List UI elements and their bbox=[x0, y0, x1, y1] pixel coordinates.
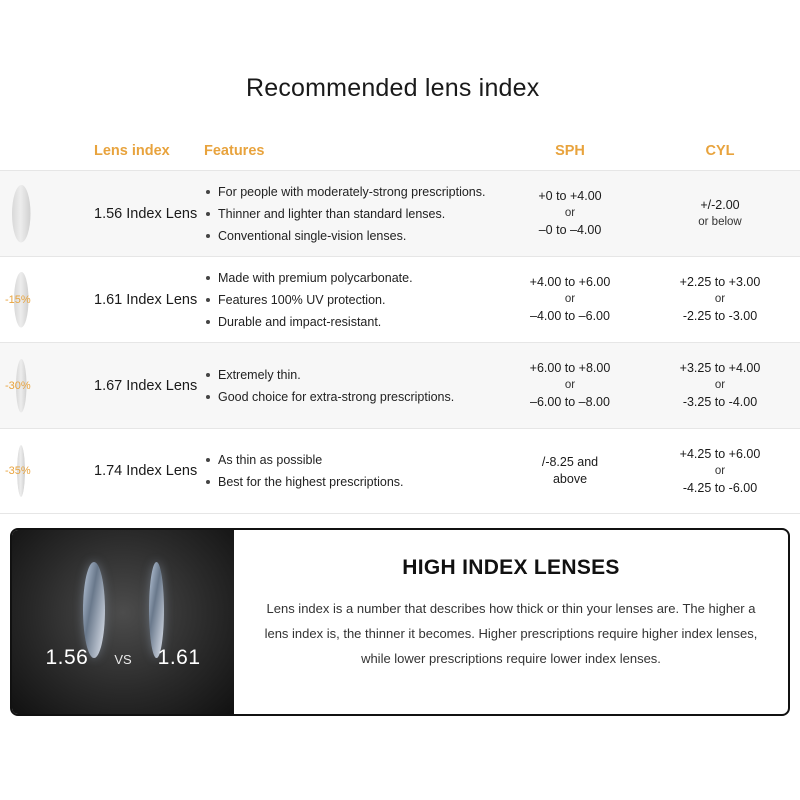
lens-thickness-icon bbox=[0, 429, 42, 513]
cyl-line-1: +/-2.00 bbox=[700, 197, 740, 212]
sph-line-2: –0 to –4.00 bbox=[538, 223, 602, 237]
page-title: Recommended lens index bbox=[246, 74, 540, 102]
lens-features bbox=[202, 343, 500, 428]
cyl-line-1: +2.25 to +3.00 bbox=[679, 275, 761, 289]
table-header-row bbox=[0, 132, 800, 170]
lens-shape bbox=[12, 185, 31, 243]
cyl-line-2: -2.25 to -3.00 bbox=[682, 309, 758, 323]
cyl-conjunction: or bbox=[714, 464, 726, 477]
cyl-line-2: -3.25 to -4.00 bbox=[682, 395, 758, 409]
header-features: Features bbox=[204, 143, 265, 159]
feature-item: Extremely thin. bbox=[204, 364, 500, 386]
lens-features bbox=[202, 257, 500, 342]
cyl-line-2: -4.25 to -6.00 bbox=[682, 480, 758, 495]
high-index-lenses-banner bbox=[10, 528, 790, 716]
lens-thickness-icon bbox=[0, 343, 42, 428]
lens-photo-shapes bbox=[12, 564, 234, 656]
sph-range bbox=[500, 171, 640, 256]
lens-thickness-icon bbox=[0, 171, 42, 256]
sph-line-2: above bbox=[552, 472, 588, 486]
cyl-range bbox=[640, 429, 800, 513]
cyl-range bbox=[640, 257, 800, 342]
sph-range bbox=[500, 343, 640, 428]
lens-thickness-icon bbox=[0, 257, 42, 342]
cyl-range bbox=[640, 343, 800, 428]
header-sph: SPH bbox=[555, 143, 585, 159]
lens-index-name: 1.67 Index Lens bbox=[94, 377, 198, 394]
feature-item: Features 100% UV protection. bbox=[204, 289, 500, 311]
lens-comparison-photo bbox=[12, 530, 234, 714]
header-lens-index: Lens index bbox=[94, 143, 170, 159]
cyl-line-2: or below bbox=[698, 215, 742, 228]
thin-lens-shape bbox=[149, 562, 164, 658]
sph-line-1: +4.00 to +6.00 bbox=[529, 275, 611, 289]
sph-range bbox=[500, 429, 640, 513]
feature-item: Conventional single-vision lenses. bbox=[204, 225, 500, 247]
table-row bbox=[0, 170, 800, 256]
feature-item: For people with moderately-strong prescriptions. bbox=[204, 181, 500, 203]
sph-line-1: +6.00 to +8.00 bbox=[529, 361, 611, 375]
sph-conjunction: or bbox=[564, 207, 576, 219]
sph-line-2: –4.00 to –6.00 bbox=[530, 309, 610, 323]
lens-index-table bbox=[0, 132, 800, 514]
lens-comparison-labels bbox=[12, 646, 234, 670]
cyl-line-1: +4.25 to +6.00 bbox=[679, 446, 761, 461]
cyl-conjunction: or bbox=[714, 293, 726, 305]
header-cyl: CYL bbox=[705, 143, 735, 159]
sph-conjunction: or bbox=[564, 293, 576, 305]
banner-description: Lens index is a number that describes how thick or thin your lenses are. The higher a lens index is, the thinner it becomes. Higher prescriptions require higher index lenses, while lower prescriptions require lower index lenses. bbox=[264, 601, 758, 666]
cyl-line-1: +3.25 to +4.00 bbox=[679, 361, 761, 375]
lens-index-name: 1.56 Index Lens bbox=[94, 205, 198, 222]
table-row bbox=[0, 428, 800, 514]
lens-features bbox=[202, 171, 500, 256]
lens-index-name: 1.61 Index Lens bbox=[94, 291, 198, 308]
feature-item: Good choice for extra-strong prescriptions. bbox=[204, 386, 500, 408]
discount-badge: -35% bbox=[5, 465, 31, 477]
versus-label: VS bbox=[114, 652, 132, 667]
sph-line-2: –6.00 to –8.00 bbox=[530, 395, 610, 409]
table-row bbox=[0, 342, 800, 428]
banner-title: HIGH INDEX LENSES bbox=[402, 556, 620, 579]
discount-badge: -15% bbox=[5, 293, 31, 306]
lens-features bbox=[202, 429, 500, 513]
feature-item: As thin as possible bbox=[204, 449, 500, 471]
banner-text-panel bbox=[234, 530, 788, 714]
cyl-range bbox=[640, 171, 800, 256]
feature-item: Thinner and lighter than standard lenses. bbox=[204, 203, 500, 225]
sph-line-1: /-8.25 and bbox=[541, 455, 599, 469]
table-row bbox=[0, 256, 800, 342]
lens-label-right: 1.61 bbox=[157, 646, 201, 669]
thick-lens-shape bbox=[83, 562, 105, 658]
sph-conjunction: or bbox=[564, 379, 576, 391]
feature-item: Made with premium polycarbonate. bbox=[204, 267, 500, 289]
sph-line-1: +0 to +4.00 bbox=[538, 189, 602, 203]
feature-item: Best for the highest prescriptions. bbox=[204, 471, 500, 493]
lens-label-left: 1.56 bbox=[45, 646, 89, 669]
lens-index-name: 1.74 Index Lens bbox=[94, 463, 198, 479]
discount-badge: -30% bbox=[5, 379, 31, 392]
cyl-conjunction: or bbox=[714, 379, 726, 391]
sph-range bbox=[500, 257, 640, 342]
feature-item: Durable and impact-resistant. bbox=[204, 311, 500, 333]
